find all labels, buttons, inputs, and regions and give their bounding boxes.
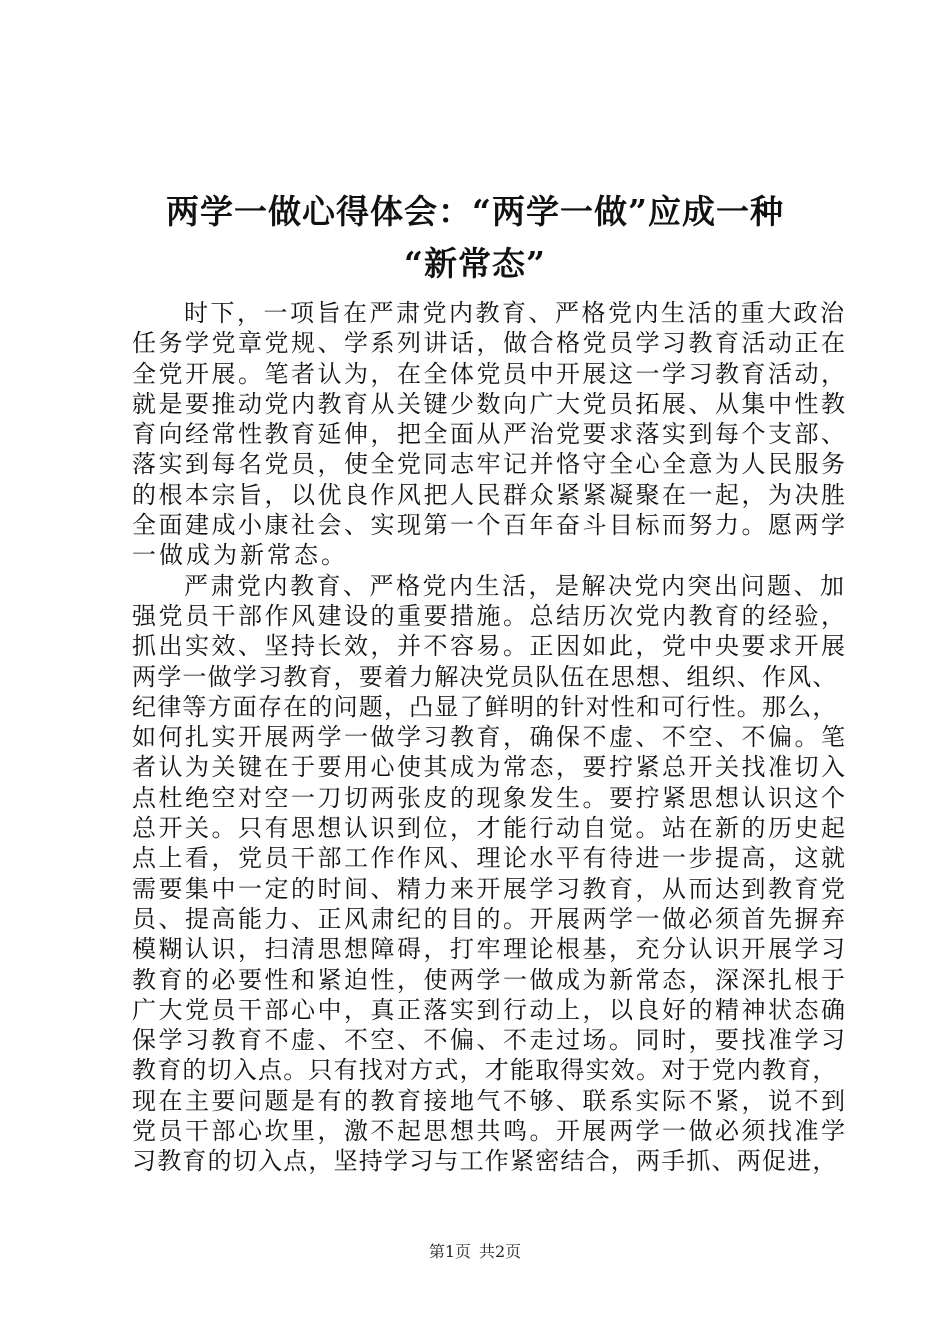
body-line: 广大党员干部心中，真正落实到行动上，以良好的精神状态确: [132, 995, 848, 1024]
body-line: 习教育的切入点，坚持学习与工作紧密结合，两手抓、两促进，: [132, 1147, 838, 1176]
body-line: 保学习教育不虚、不空、不偏、不走过场。同时，要找准学习: [132, 1026, 848, 1055]
body-line: 点上看，党员干部工作作风、理论水平有待进一步提高，这就: [132, 844, 848, 873]
body-line: 总开关。只有思想认识到位，才能行动自觉。站在新的历史起: [132, 814, 848, 843]
page-number-current: 第1页: [428, 1242, 471, 1261]
body-line: 纪律等方面存在的问题，凸显了鲜明的针对性和可行性。那么，: [132, 692, 838, 721]
body-line: 党员干部心坎里，激不起思想共鸣。开展两学一做必须找准学: [132, 1117, 848, 1146]
body-line: 就是要推动党内教育从关键少数向广大党员拓展、从集中性教: [132, 389, 848, 418]
body-line: 一做成为新常态。: [132, 541, 348, 570]
body-line: 严肃党内教育、严格党内生活，是解决党内突出问题、加: [184, 571, 847, 600]
body-line: 模糊认识，扫清思想障碍，打牢理论根基，充分认识开展学习: [132, 935, 848, 964]
title-line: 两学一做心得体会：“两学一做”应成一种: [166, 192, 784, 231]
body-line: 点杜绝空对空一刀切两张皮的现象发生。要拧紧思想认识这个: [132, 783, 848, 812]
body-line: 两学一做学习教育，要着力解决党员队伍在思想、组织、作风、: [132, 662, 838, 691]
body-line: 落实到每名党员，使全党同志牢记并恪守全心全意为人民服务: [132, 450, 848, 479]
body-line: 的根本宗旨，以优良作风把人民群众紧紧凝聚在一起，为决胜: [132, 480, 848, 509]
body-line: 强党员干部作风建设的重要措施。总结历次党内教育的经验，: [132, 601, 848, 630]
body-line: 员、提高能力、正风肃纪的目的。开展两学一做必须首先摒弃: [132, 904, 848, 933]
body-line: 现在主要问题是有的教育接地气不够、联系实际不紧，说不到: [132, 1086, 848, 1115]
document-body: [132, 298, 850, 1177]
body-line: 时下，一项旨在严肃党内教育、严格党内生活的重大政治: [184, 299, 847, 327]
body-line: 全面建成小康社会、实现第一个百年奋斗目标而努力。愿两学: [132, 511, 848, 540]
page-footer: [0, 1242, 950, 1262]
title-line: “新常态”: [404, 244, 546, 283]
body-line: 任务学党章党规、学系列讲话，做合格党员学习教育活动正在: [132, 329, 848, 358]
document-title: [120, 186, 830, 290]
body-line: 抓出实效、坚持长效，并不容易。正因如此，党中央要求开展: [132, 632, 848, 661]
body-line: 教育的必要性和紧迫性，使两学一做成为新常态，深深扎根于: [132, 965, 848, 994]
body-line: 教育的切入点。只有找对方式，才能取得实效。对于党内教育，: [132, 1056, 838, 1085]
body-line: 全党开展。笔者认为，在全体党员中开展这一学习教育活动，: [132, 359, 848, 388]
body-line: 者认为关键在于要用心使其成为常态，要拧紧总开关找准切入: [132, 753, 848, 782]
body-line: 如何扎实开展两学一做学习教育，确保不虚、不空、不偏。笔: [132, 723, 848, 752]
page-number-total: 共2页: [479, 1242, 522, 1261]
body-line: 育向经常性教育延伸，把全面从严治党要求落实到每个支部、: [132, 420, 848, 449]
body-line: 需要集中一定的时间、精力来开展学习教育，从而达到教育党: [132, 874, 848, 903]
